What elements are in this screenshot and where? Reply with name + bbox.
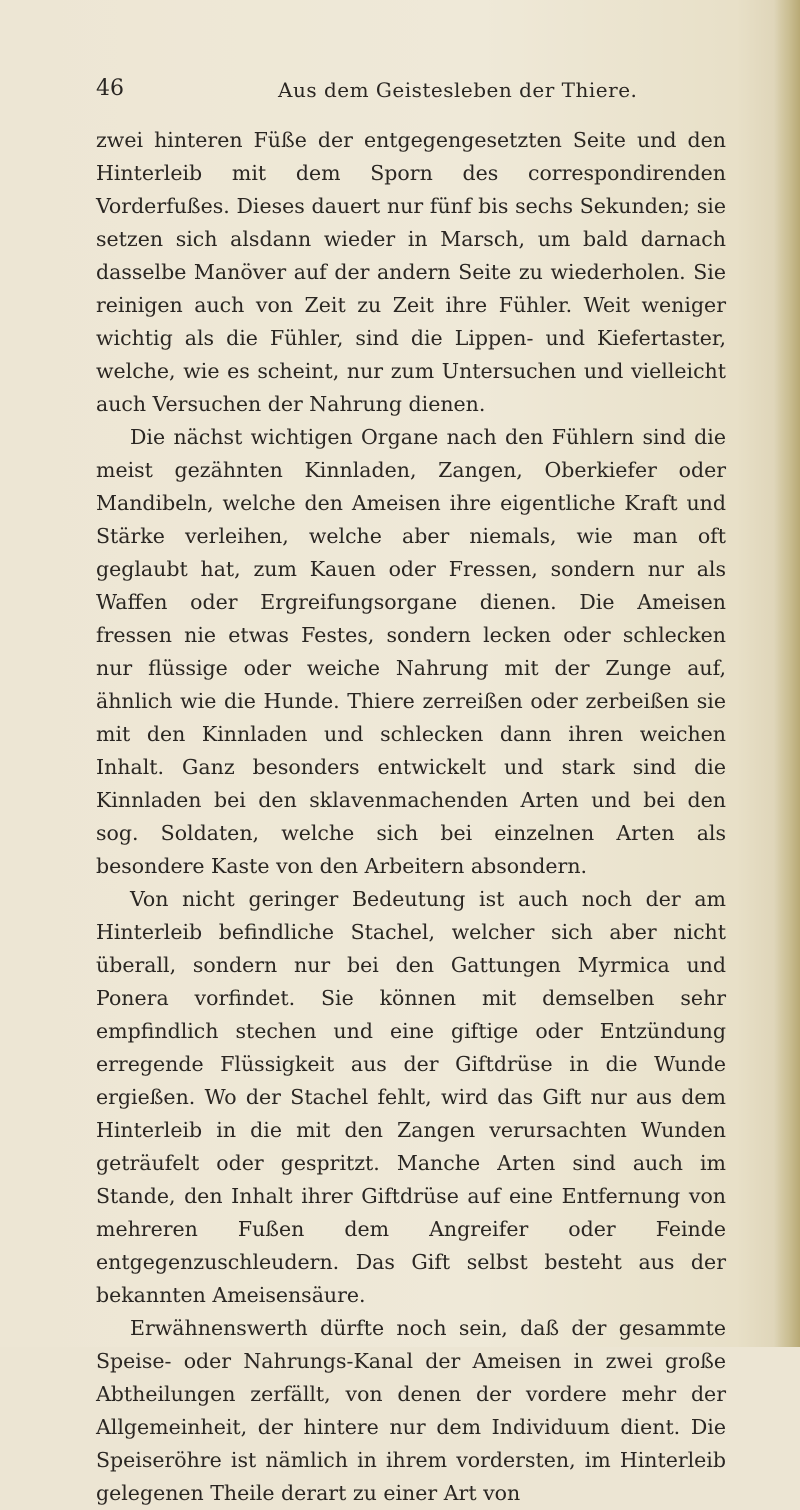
paragraph-sting: Von nicht geringer Bedeutung ist auch noch der am Hinterleib befindliche Stachel, welcher sich aber nicht überall, sondern nur bei den Gattungen Myrmica und Ponera vorfindet. Sie können mit demselben sehr empfindlich stechen und eine giftige oder Entzündung erregende Flüssigkeit aus der Giftdrüse in die Wunde ergießen. Wo der Stachel fehlt, wird das Gift nur aus dem Hinterleib in die mit den Zangen verursachten Wunden geträufelt oder gespritzt. Manche Arten sind auch im Stande, den Inhalt ihrer Giftdrüse auf eine Entfernung von mehreren Fußen dem Angreifer oder Feinde entgegenzuschleudern. Das Gift selbst besteht aus der bekannten Ameisensäure. [96, 887, 726, 1307]
body-text [96, 124, 726, 1510]
page-header [96, 76, 716, 106]
paragraph-continuation: zwei hinteren Füße der entgegengesetzten Seite und den Hinterleib mit dem Sporn des correspondirenden Vorderfußes. Dieses dauert nur fünf bis sechs Sekunden; sie setzen sich alsdann wieder in Marsch, um bald darnach dasselbe Manöver auf der andern Seite zu wiederholen. Sie reinigen auch von Zeit zu Zeit ihre Fühler. Weit weniger wichtig als die Fühler, sind die Lippen- und Kiefertaster, welche, wie es scheint, nur zum Untersuchen und vielleicht auch Versuchen der Nahrung dienen. [96, 128, 726, 416]
running-title: Aus dem Geistesleben der Thiere. [278, 78, 638, 102]
paragraph-digestive-canal: Erwähnenswerth dürfte noch sein, daß der gesammte Speise- oder Nahrungs-Kanal der Ameisen in zwei große Abtheilungen zerfällt, von denen der vordere mehr der Allgemeinheit, der hintere nur dem Individuum dient. Die Speiseröhre ist nämlich in ihrem vordersten, im Hinterleib gelegenen Theile derart zu einer Art von [96, 1316, 726, 1505]
paragraph-mandibles: Die nächst wichtigen Organe nach den Fühlern sind die meist gezähnten Kinnladen, Zangen, Oberkiefer oder Mandibeln, welche den Ameisen ihre eigentliche Kraft und Stärke verleihen, welche aber niemals, wie man oft geglaubt hat, zum Kauen oder Fressen, sondern nur als Waffen oder Ergreifungsorgane dienen. Die Ameisen fressen nie etwas Festes, sondern lecken oder schlecken nur flüssige oder weiche Nahrung mit der Zunge auf, ähnlich wie die Hunde. Thiere zerreißen oder zerbeißen sie mit den Kinnladen und schlecken dann ihren weichen Inhalt. Ganz besonders entwickelt und stark sind die Kinnladen bei den sklavenmachenden Arten und bei den sog. Soldaten, welche sich bei einzelnen Arten als besondere Kaste von den Arbeitern absondern. [96, 425, 726, 878]
page-number: 46 [96, 76, 124, 101]
page-edge [774, 0, 800, 1347]
